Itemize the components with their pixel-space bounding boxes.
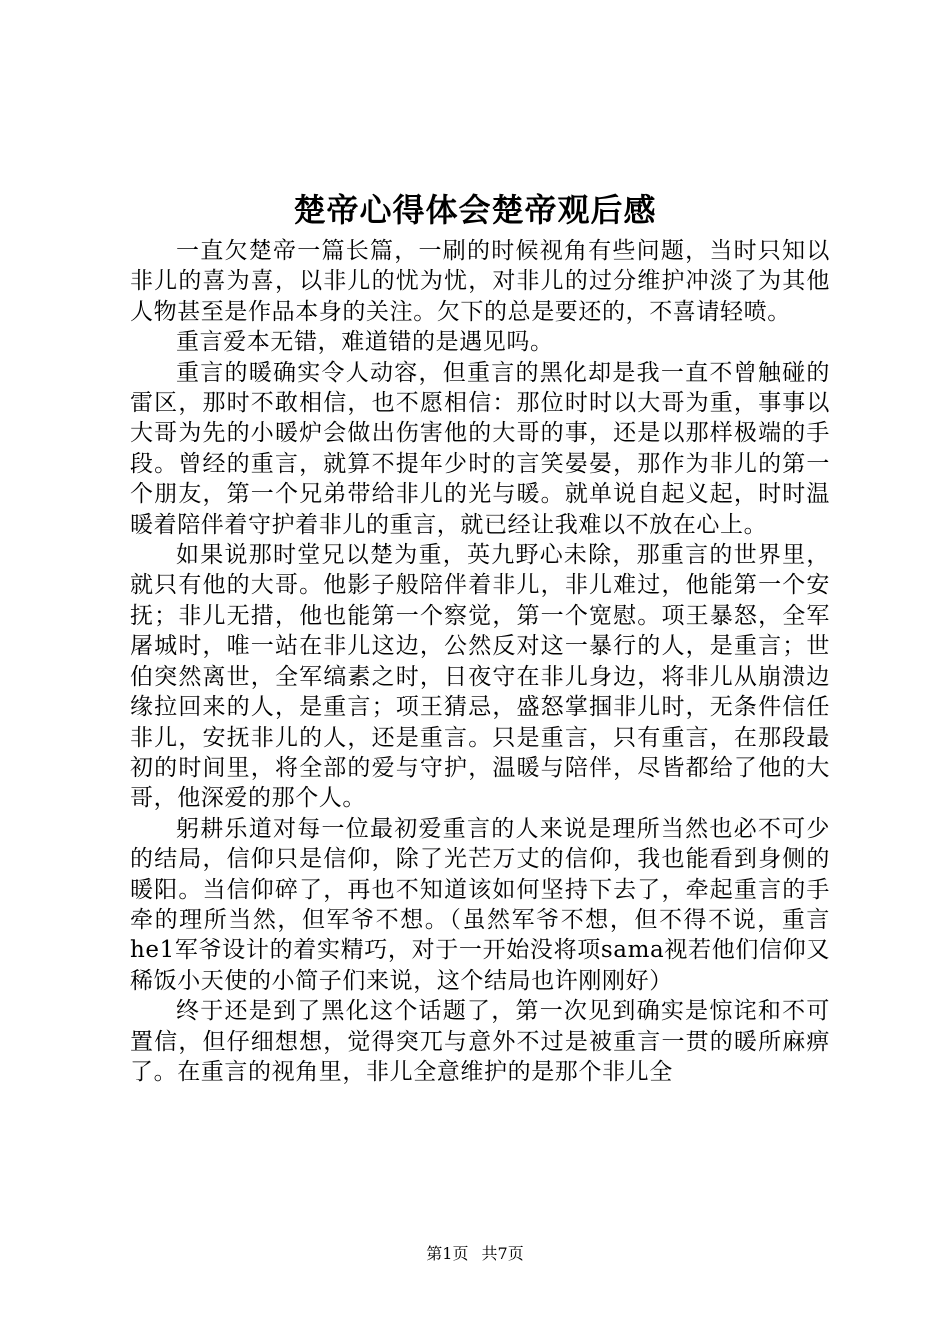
paragraph: 重言的暖确实令人动容，但重言的黑化却是我一直不曾触碰的雷区，那时不敢相信，也不愿相信：那位时时以大哥为重，事事以大哥为先的小暖炉会做出伤害他的大哥的事，还是以那样极端的手段。曾经的重言，就算不提年少时的言笑晏晏，那作为非儿的第一个朋友，第一个兄弟带给非儿的光与暖。就单说自起义起，时时温暖着陪伴着守护着非儿的重言，就已经让我难以不放在心上。 bbox=[130, 359, 830, 538]
paragraph: 一直欠楚帝一篇长篇，一刷的时候视角有些问题，当时只知以非儿的喜为喜，以非儿的忧为忧，对非儿的过分维护冲淡了为其他人物甚至是作品本身的关注。欠下的总是要还的，不喜请轻喷。 bbox=[130, 238, 830, 325]
paragraph: 终于还是到了黑化这个话题了，第一次见到确实是惊诧和不可置信，但仔细想想，觉得突兀与意外不过是被重言一贯的暖所麻痹了。在重言的视角里，非儿全意维护的是那个非儿全 bbox=[130, 998, 830, 1085]
document-title: 楚帝心得体会楚帝观后感 bbox=[293, 191, 657, 229]
paragraph: 如果说那时堂兄以楚为重，英九野心未除，那重言的世界里，就只有他的大哥。他影子般陪伴着非儿，非儿难过，他能第一个安抚；非儿无措，他也能第一个察觉，第一个宽慰。项王暴怒，全军屠城时，唯一站在非儿这边，公然反对这一暴行的人，是重言；世伯突然离世，全军缟素之时，日夜守在非儿身边，将非儿从崩溃边缘拉回来的人，是重言；项王猜忌，盛怒掌掴非儿时，无条件信任非儿，安抚非儿的人，还是重言。只是重言，只有重言，在那段最初的时间里，将全部的爱与守护，温暖与陪伴，尽皆都给了他的大哥，他深爱的那个人。 bbox=[130, 542, 830, 812]
page-total: 共7页 bbox=[481, 1244, 524, 1263]
paragraph: 躬耕乐道对每一位最初爱重言的人来说是理所当然也必不可少的结局，信仰只是信仰，除了光芒万丈的信仰，我也能看到身侧的暖阳。当信仰碎了，再也不知道该如何坚持下去了，牵起重言的手牵的理所当然，但军爷不想。（虽然军爷不想，但不得不说，重言he1军爷设计的着实精巧，对于一开始没将项sama视若他们信仰又稀饭小天使的小简子们来说，这个结局也许刚刚好） bbox=[130, 815, 830, 994]
paragraph: 重言爱本无错，难道错的是遇见吗。 bbox=[176, 329, 554, 356]
document-body bbox=[130, 236, 830, 1087]
page-number: 第1页 bbox=[426, 1244, 469, 1263]
page-footer bbox=[0, 1243, 950, 1265]
